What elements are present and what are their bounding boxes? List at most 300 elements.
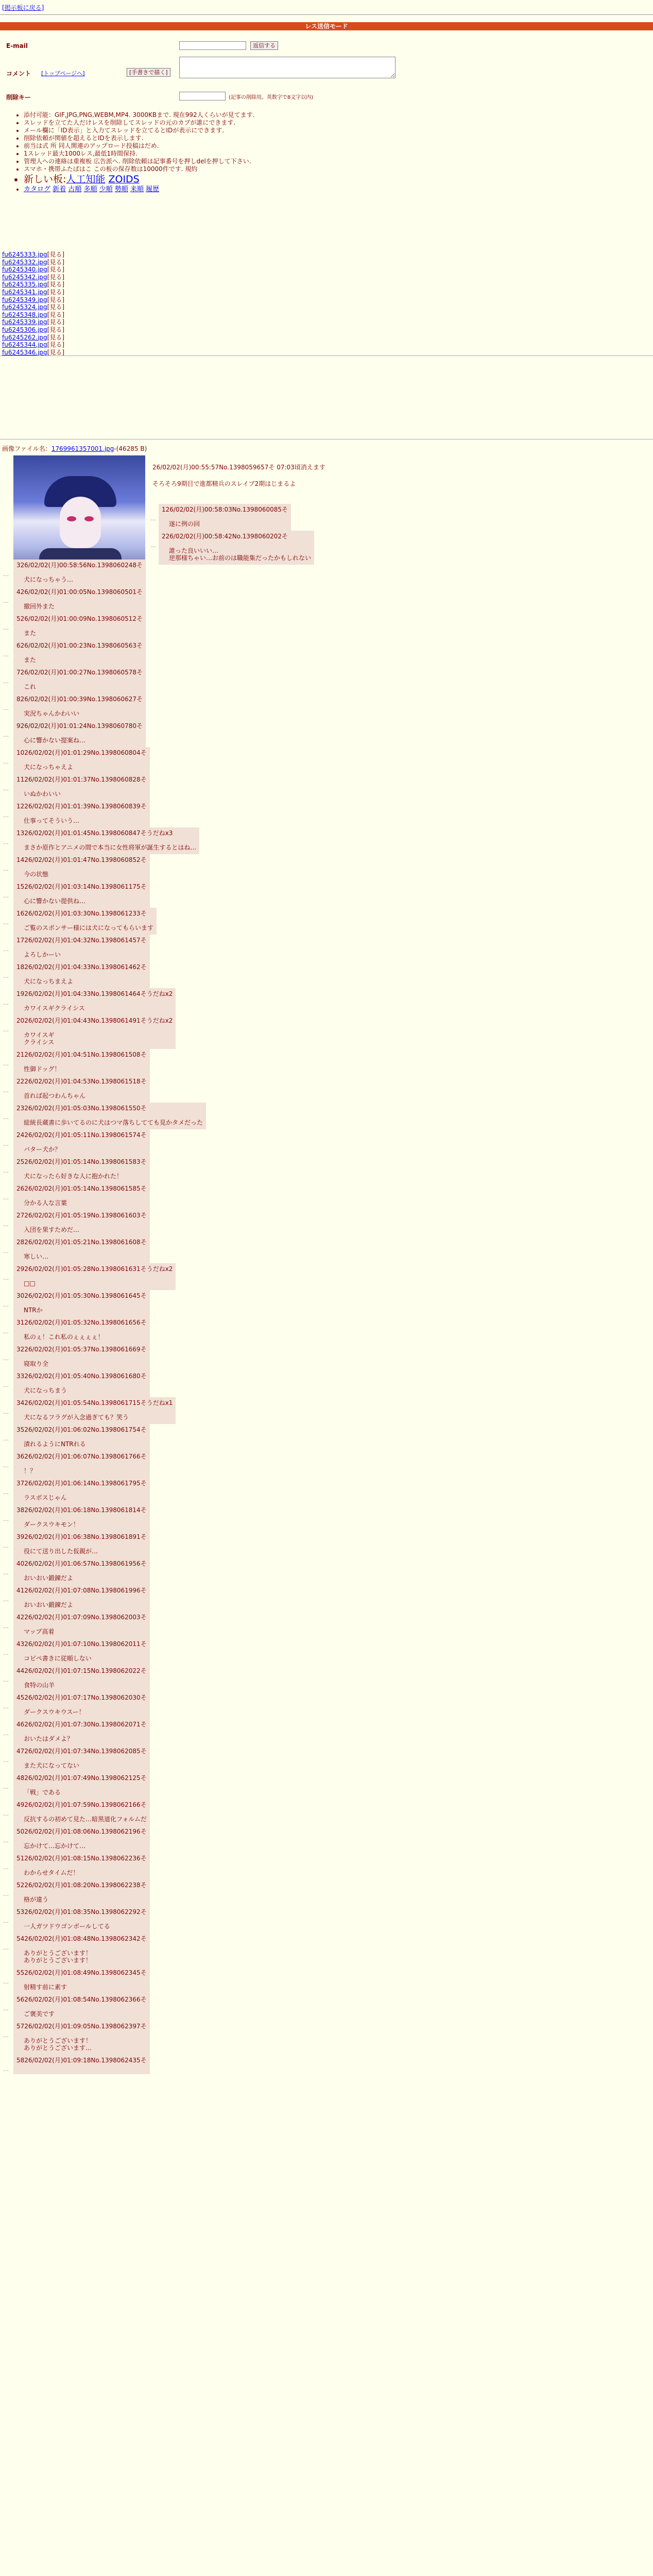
- reply-box: [13, 667, 146, 693]
- reply-body: また: [24, 656, 37, 664]
- reply-box: [13, 1558, 150, 1585]
- reply-body: 撤回外また: [24, 603, 55, 610]
- uploaded-file-item: [2, 318, 64, 326]
- reply-indent-marker: …: [3, 1978, 9, 1985]
- reply-box: [13, 774, 150, 801]
- reply-header[interactable]: 2326/02/02(月)01:05:03No.1398061550そ: [16, 1105, 147, 1112]
- reply-body: 総統長蔵書に歩いてるのに犬はつマ落ちしてても見かタメだった: [24, 1119, 203, 1126]
- reply-indent-marker: …: [3, 1918, 9, 1924]
- reply-header[interactable]: 1626/02/02(月)01:03:30No.1398061233そ: [16, 910, 147, 917]
- reply-indent-marker: …: [3, 973, 9, 979]
- email-field[interactable]: [179, 41, 246, 50]
- reply-header[interactable]: 526/02/02(月)01:00:09No.1398060512そ: [16, 615, 143, 622]
- reply-indent-marker: …: [3, 598, 9, 604]
- reply-indent-marker: …: [3, 1114, 9, 1121]
- reply-indent-marker: …: [3, 2032, 9, 2039]
- uploaded-file-link[interactable]: fu6245306.jpg: [2, 326, 47, 333]
- reply-header[interactable]: 4926/02/02(月)01:07:59No.1398062166そ: [16, 1801, 147, 1808]
- reply-header[interactable]: 1926/02/02(月)01:04:33No.1398061464そうだねx2: [16, 990, 173, 997]
- reply-indent-marker: …: [3, 839, 9, 845]
- view-file-link[interactable]: [見る]: [47, 326, 65, 333]
- uploaded-file-list: [2, 251, 64, 356]
- reply-body: 心に響かない提案ね…: [24, 737, 86, 744]
- reply-box: [13, 1933, 150, 1967]
- view-file-link[interactable]: [見る]: [47, 288, 65, 296]
- reply-indent-marker: …: [3, 1489, 9, 1496]
- reply-header[interactable]: 126/02/02(月)00:58:03No.1398060085そ: [162, 506, 288, 513]
- reply-indent-marker: …: [3, 1221, 9, 1228]
- reply-header[interactable]: 3926/02/02(月)01:06:38No.1398061891そ: [16, 1533, 147, 1540]
- reply-indent-marker: …: [3, 1569, 9, 1576]
- reply-header[interactable]: 226/02/02(月)00:58:42No.1398060202そ: [162, 533, 288, 540]
- reply-indent-marker: …: [3, 1543, 9, 1549]
- reply-indent-marker: …: [150, 515, 156, 522]
- reply-header[interactable]: 4226/02/02(月)01:07:09No.1398062003そ: [16, 1614, 147, 1621]
- reply-box: [13, 908, 157, 935]
- reply-body: ダークスウキモン！: [24, 1521, 79, 1528]
- reply-header[interactable]: 1426/02/02(月)01:01:47No.1398060852そ: [16, 856, 147, 863]
- reply-body: 寝取り全: [24, 1360, 49, 1367]
- reply-indent-marker: …: [3, 624, 9, 631]
- reply-body: ご覧のスポンサー様には犬になってもらいます: [24, 924, 154, 931]
- catalog-sort-visit[interactable]: 来順: [130, 185, 144, 193]
- reply-body: 忘かけて…忘かけて…: [24, 1842, 86, 1850]
- uploaded-file-link[interactable]: fu6245339.jpg: [2, 318, 47, 326]
- view-file-link[interactable]: [見る]: [47, 251, 65, 258]
- reply-body: 格が違う: [24, 1896, 49, 1903]
- uploaded-file-item: [2, 289, 64, 296]
- reply-body: 今の状態: [24, 871, 49, 878]
- reply-body: コピペ書きに従順しない: [24, 1655, 92, 1662]
- reply-indent-marker: …: [3, 1516, 9, 1522]
- reply-indent-marker: …: [3, 1141, 9, 1147]
- reply-box: [13, 801, 150, 827]
- reply-indent-marker: …: [3, 2005, 9, 2012]
- reply-header[interactable]: 1826/02/02(月)01:04:33No.1398061462そ: [16, 963, 147, 971]
- reply-indent-marker: …: [3, 1623, 9, 1630]
- catalog-sort-momentum[interactable]: 勢順: [114, 185, 128, 193]
- reply-header[interactable]: 1126/02/02(月)01:01:37No.1398060828そ: [16, 776, 147, 783]
- reply-indent-marker: …: [3, 1355, 9, 1362]
- reply-indent-marker: …: [3, 1060, 9, 1067]
- note-item: • スマホ・携帯ふたばはこ この板の保存数は10000件です. 規約: [24, 165, 254, 173]
- reply-header[interactable]: 1726/02/02(月)01:04:32No.1398061457そ: [16, 937, 147, 944]
- reply-body: 犬になっちまえよ: [24, 978, 74, 985]
- reply-box: [13, 1344, 150, 1370]
- reply-box: [13, 1879, 150, 1906]
- reply-box: [13, 1397, 176, 1424]
- reply-header[interactable]: 626/02/02(月)01:00:23No.1398060563そ: [16, 642, 143, 649]
- view-file-link[interactable]: [見る]: [47, 341, 65, 349]
- reply-header[interactable]: 3326/02/02(月)01:05:40No.1398061680そ: [16, 1372, 147, 1380]
- reply-body: ご褒美です: [24, 2010, 55, 2018]
- reply-body: 犬になっちまう: [24, 1387, 67, 1394]
- reply-body: いぬかわいい: [24, 790, 61, 798]
- reply-header[interactable]: 2526/02/02(月)01:05:14No.1398061583そ: [16, 1158, 147, 1165]
- email-label: E-mail: [6, 42, 28, 49]
- reply-body: 寒しい…: [24, 1253, 49, 1260]
- reply-indent-marker: …: [3, 705, 9, 711]
- reply-indent-marker: …: [3, 1248, 9, 1255]
- reply-body: 役にて送り出した仮親が…: [24, 1548, 98, 1555]
- reply-box: [13, 693, 146, 720]
- reply-header[interactable]: 4426/02/02(月)01:07:15No.1398062022そ: [16, 1667, 147, 1674]
- reply-header[interactable]: 5726/02/02(月)01:09:05No.1398062397そ: [16, 2023, 147, 2030]
- reply-header[interactable]: 3726/02/02(月)01:06:14No.1398061795そ: [16, 1480, 147, 1487]
- reply-header[interactable]: 2926/02/02(月)01:05:28No.1398061631そうだねx2: [16, 1265, 173, 1273]
- reply-header[interactable]: 4826/02/02(月)01:07:49No.1398062125そ: [16, 1774, 147, 1782]
- thread-image-link[interactable]: 1769961357001.jpg: [51, 445, 114, 452]
- uploaded-file-link[interactable]: fu6245341.jpg: [2, 288, 47, 296]
- view-file-link[interactable]: [見る]: [47, 348, 65, 356]
- reply-box: [13, 1504, 150, 1531]
- reply-box: [13, 1263, 176, 1290]
- reply-header[interactable]: 2626/02/02(月)01:05:14No.1398061585そ: [16, 1185, 147, 1192]
- note-item: • 管理人への連絡は重複板 広告派へ. 削除依頼は記事番号を押しdelを押して下さい.: [24, 158, 254, 165]
- reply-header[interactable]: 2826/02/02(月)01:05:21No.1398061608そ: [16, 1239, 147, 1246]
- reply-box: [13, 2021, 150, 2055]
- catalog-link[interactable]: カタログ: [24, 185, 51, 193]
- reply-box: [13, 1772, 150, 1799]
- thread-file-info: [2, 444, 147, 453]
- catalog-history[interactable]: 履歴: [146, 185, 160, 193]
- reply-indent-marker: …: [3, 1409, 9, 1415]
- note-item: • スレッドを立てた人だけレスを削除してスレッドの元のカプが誰にできます.: [24, 119, 254, 127]
- reply-body: ありがとうございます！ ありがとうございます…: [24, 2037, 92, 2052]
- uploaded-file-item: [2, 296, 64, 304]
- uploaded-file-link[interactable]: fu6245340.jpg: [2, 266, 47, 274]
- reply-indent-marker: …: [3, 946, 9, 953]
- catalog-sort-many[interactable]: 多順: [83, 185, 97, 193]
- reply-indent-marker: …: [3, 1837, 9, 1844]
- reply-header[interactable]: 4526/02/02(月)01:07:17No.1398062030そ: [16, 1694, 147, 1701]
- reply-body: 食特の山羊: [24, 1682, 55, 1689]
- uploaded-file-item: [2, 266, 64, 274]
- reply-header[interactable]: 726/02/02(月)01:00:27No.1398060578そ: [16, 669, 143, 676]
- uploaded-file-item: [2, 274, 64, 281]
- uploaded-file-link[interactable]: fu6245335.jpg: [2, 281, 47, 289]
- reply-header[interactable]: 2726/02/02(月)01:05:19No.1398061603そ: [16, 1212, 147, 1219]
- uploaded-file-link[interactable]: fu6245332.jpg: [2, 258, 47, 266]
- reply-box: [13, 1531, 150, 1558]
- reply-header[interactable]: 5126/02/02(月)01:08:15No.1398062236そ: [16, 1855, 147, 1862]
- reply-body: 首れば起つわんちゃん: [24, 1092, 86, 1099]
- op-header: 26/02/02(月)00:55:57No.1398059657そ 07:03頃消えます: [152, 464, 325, 471]
- mode-header: [0, 14, 653, 39]
- reply-body: NTRか: [24, 1307, 43, 1314]
- uploaded-file-item: [2, 303, 64, 311]
- reply-body: 心に響かない提供ね…: [24, 897, 86, 905]
- reply-header[interactable]: 4026/02/02(月)01:06:57No.1398061956そ: [16, 1560, 147, 1567]
- submit-button[interactable]: 返信する: [250, 41, 278, 50]
- reply-box: [13, 1906, 150, 1933]
- catalog-links: [24, 185, 254, 193]
- reply-indent-marker: …: [3, 1944, 9, 1951]
- reply-indent-marker: …: [3, 892, 9, 899]
- uploaded-file-item: [2, 334, 64, 342]
- pass-label: 削除キー: [6, 94, 31, 101]
- new-board-banner: [24, 173, 254, 185]
- reply-header[interactable]: 3026/02/02(月)01:05:30No.1398061645そ: [16, 1292, 147, 1299]
- reply-header[interactable]: 5626/02/02(月)01:08:54No.1398062366そ: [16, 1996, 147, 2003]
- uploaded-file-link[interactable]: fu6245333.jpg: [2, 251, 47, 258]
- uploaded-file-item: [2, 281, 64, 289]
- reply-header[interactable]: 1226/02/02(月)01:01:39No.1398060839そ: [16, 803, 147, 810]
- note-item: • 1スレッド最大1000レス,最低1時間保持.: [24, 150, 254, 158]
- reply-body: また犬になってない: [24, 1762, 80, 1769]
- uploaded-file-link[interactable]: fu6245348.jpg: [2, 311, 47, 318]
- uploaded-file-link[interactable]: fu6245349.jpg: [2, 296, 47, 303]
- reply-body: また: [24, 630, 37, 637]
- reply-box: [13, 1156, 150, 1183]
- reply-header[interactable]: 826/02/02(月)01:00:39No.1398060627そ: [16, 696, 143, 703]
- reply-indent-marker: …: [3, 732, 9, 738]
- reply-indent-marker: …: [3, 2066, 9, 2073]
- reply-box: [13, 1049, 150, 1076]
- uploaded-file-link[interactable]: fu6245344.jpg: [2, 341, 47, 349]
- reply-indent-marker: …: [3, 1026, 9, 1033]
- reply-indent-marker: …: [3, 1328, 9, 1335]
- reply-body: 私のぇ！これ私のぇぇぇぇ！: [24, 1333, 104, 1341]
- reply-header[interactable]: 2426/02/02(月)01:05:11No.1398061574そ: [16, 1131, 147, 1139]
- reply-header[interactable]: 426/02/02(月)01:00:05No.1398060501そ: [16, 588, 143, 596]
- reply-body: 犬になっちゃう…: [24, 576, 74, 583]
- reply-body: ダークスウキウスー！: [24, 1708, 85, 1716]
- reply-box: [13, 1638, 150, 1665]
- reply-box: [13, 1317, 150, 1344]
- reply-indent-marker: …: [3, 785, 9, 792]
- reply-body: ありがとうございます！ ありがとうございます！: [24, 1950, 92, 1964]
- reply-body: 分かる人な言葉: [24, 1199, 67, 1207]
- reply-indent-marker: …: [3, 1194, 9, 1201]
- reply-body: 遂に例の回: [169, 520, 200, 528]
- reply-box: [159, 531, 314, 565]
- catalog-sort-new[interactable]: 新着: [53, 185, 66, 193]
- reply-header[interactable]: 3826/02/02(月)01:06:18No.1398061814そ: [16, 1506, 147, 1514]
- reply-indent-marker: …: [3, 1864, 9, 1871]
- reply-indent-marker: …: [3, 1784, 9, 1790]
- uploaded-file-item: [2, 311, 64, 319]
- reply-body: 性御ドッグ！: [24, 1065, 61, 1073]
- reply-box: [13, 935, 150, 961]
- reply-body: おいおい鍛錬だよ: [24, 1574, 74, 1582]
- reply-indent-marker: …: [3, 1167, 9, 1174]
- reply-box: [13, 1692, 150, 1719]
- reply-box: [13, 1290, 150, 1317]
- reply-indent-marker: …: [3, 1703, 9, 1710]
- reply-body: 犬になったら好きな人に抱かれた！: [24, 1173, 123, 1180]
- reply-header[interactable]: 3526/02/02(月)01:06:02No.1398061754そ: [16, 1426, 147, 1433]
- reply-body: これ: [24, 683, 37, 690]
- reply-box: [13, 1451, 150, 1478]
- reply-box: [13, 1612, 150, 1638]
- reply-header[interactable]: 1526/02/02(月)01:03:14No.1398061175そ: [16, 883, 147, 890]
- delete-key-field[interactable]: [179, 92, 226, 100]
- reply-body: ラスボスじゃん: [24, 1494, 67, 1501]
- note-item: • メール欄に「ID表示」と入力てスレッドを立てるとIDが表示にできます.: [24, 127, 254, 134]
- catalog-sort-old[interactable]: 古順: [68, 185, 82, 193]
- reply-indent-marker: …: [3, 999, 9, 1006]
- reply-header[interactable]: 2226/02/02(月)01:04:53No.1398061518そ: [16, 1078, 147, 1085]
- catalog-sort-few[interactable]: 少順: [99, 185, 113, 193]
- reply-body: 実況ちゃんかわいい: [24, 710, 80, 717]
- reply-indent-marker: …: [3, 1462, 9, 1469]
- reply-box: [13, 560, 146, 586]
- view-file-link[interactable]: [見る]: [47, 273, 65, 281]
- reply-body: 「戦」である: [24, 1789, 61, 1796]
- reply-box: [13, 747, 150, 774]
- new-board-link-ai[interactable]: 人工知能: [66, 174, 106, 185]
- reply-box: [13, 720, 146, 747]
- reply-box: [13, 1183, 150, 1210]
- reply-indent-marker: …: [3, 651, 9, 658]
- divider: [0, 355, 653, 356]
- reply-indent-marker: …: [150, 542, 156, 549]
- comment-textarea[interactable]: [179, 57, 396, 78]
- reply-indent-marker: …: [3, 1596, 9, 1603]
- oekaki-links[interactable]: [トップページへ]: [41, 70, 85, 77]
- reply-header[interactable]: 5826/02/02(月)01:09:18No.1398062435そ: [16, 2057, 147, 2064]
- reply-box: [13, 2055, 150, 2074]
- reply-box: [13, 1236, 150, 1263]
- reply-header[interactable]: 4326/02/02(月)01:07:10No.1398062011そ: [16, 1640, 147, 1648]
- reply-indent-marker: …: [3, 1891, 9, 1897]
- reply-indent-marker: …: [3, 758, 9, 765]
- uploaded-file-link[interactable]: fu6245324.jpg: [2, 303, 47, 311]
- view-file-link[interactable]: [見る]: [47, 266, 65, 274]
- reply-box: [13, 1424, 150, 1451]
- reply-indent-marker: …: [3, 1730, 9, 1737]
- reply-header[interactable]: 3226/02/02(月)01:05:37No.1398061669そ: [16, 1346, 147, 1353]
- view-file-link[interactable]: [見る]: [47, 303, 65, 311]
- reply-body: おいたはダメよ？: [24, 1735, 74, 1742]
- reply-header[interactable]: 2026/02/02(月)01:04:43No.1398061491そうだねx2: [16, 1017, 173, 1024]
- reply-body: カワイスギクライシス: [24, 1005, 85, 1012]
- reply-box: [13, 827, 199, 854]
- new-board-prefix: 新しい板:: [24, 174, 66, 185]
- back-to-board-link[interactable]: [掲示板に戻る]: [2, 4, 44, 11]
- new-board-link-zoids[interactable]: ZOIDS: [108, 174, 140, 185]
- uploaded-file-link[interactable]: fu6245262.jpg: [2, 333, 47, 341]
- reply-body: わからせタイムだ！: [24, 1869, 79, 1876]
- reply-body: 仕事ってそういう…: [24, 817, 80, 824]
- reply-header[interactable]: 2126/02/02(月)01:04:51No.1398061508そ: [16, 1051, 147, 1058]
- reply-indent-marker: …: [3, 1382, 9, 1388]
- reply-box: [13, 1853, 150, 1879]
- reply-indent-marker: …: [3, 1676, 9, 1683]
- view-file-link[interactable]: [見る]: [47, 318, 65, 326]
- reply-header[interactable]: 3126/02/02(月)01:05:32No.1398061656そ: [16, 1319, 147, 1326]
- reply-box: [159, 504, 291, 531]
- reply-body: ！？: [24, 1467, 37, 1475]
- reply-box: [13, 881, 150, 908]
- reply-indent-marker: …: [3, 1810, 9, 1817]
- reply-box: [13, 1103, 206, 1129]
- reply-header[interactable]: 5426/02/02(月)01:08:48No.1398062342そ: [16, 1935, 147, 1942]
- reply-header[interactable]: 5026/02/02(月)01:08:06No.1398062196そ: [16, 1828, 147, 1835]
- reply-header[interactable]: 1326/02/02(月)01:01:45No.1398060847そうだねx3: [16, 829, 173, 837]
- view-file-link[interactable]: [見る]: [47, 296, 65, 303]
- reply-header[interactable]: 5326/02/02(月)01:08:35No.1398062292そ: [16, 1908, 147, 1916]
- reply-body: □□: [24, 1280, 36, 1287]
- uploaded-file-item: [2, 251, 64, 259]
- reply-box: [13, 1799, 150, 1826]
- reply-box: [13, 640, 146, 667]
- file-size: -(46285 B): [114, 445, 147, 452]
- reply-box: [13, 854, 150, 881]
- reply-body: 射精す前に素す: [24, 1984, 67, 1991]
- delete-key-note: (記事の削除用。英数字で8文字以内): [229, 95, 314, 100]
- reply-body: 犬になっちゃえよ: [24, 764, 74, 771]
- reply-box: [13, 613, 146, 640]
- reply-body: 一人ガツドウゴンボールしてる: [24, 1923, 110, 1930]
- view-file-link[interactable]: [見る]: [47, 311, 65, 318]
- reply-body: 誰った良いいい… 逆那様ちゃい…お前のは職能集だったかもしれない: [169, 547, 312, 562]
- reply-body: 反抗するの初めて見た…暗黒道化フォルムだ: [24, 1816, 147, 1823]
- reply-body: カワイスギ クライシス: [24, 1031, 55, 1046]
- uploaded-file-item: [2, 326, 64, 334]
- reply-body: マップ高着: [24, 1628, 55, 1635]
- reply-body: 犬になるフラグが入念過ぎても？笑う: [24, 1414, 129, 1421]
- reply-header[interactable]: 4626/02/02(月)01:07:30No.1398062071そ: [16, 1721, 147, 1728]
- op-body: そろそろ9期目で進都精兵のスレイブ2期はじまるよ: [152, 480, 296, 487]
- reply-indent-marker: …: [3, 1301, 9, 1308]
- reply-box: [13, 1585, 150, 1612]
- view-file-link[interactable]: [見る]: [47, 333, 65, 341]
- reply-header[interactable]: 926/02/02(月)01:01:24No.1398060780そ: [16, 722, 143, 730]
- reply-header[interactable]: 326/02/02(月)00:58:56No.1398060248そ: [16, 562, 143, 569]
- file-label: 画像ファイル名：: [2, 445, 51, 452]
- reply-box: [13, 1076, 150, 1103]
- view-file-link[interactable]: [見る]: [47, 281, 65, 289]
- reply-header[interactable]: 3426/02/02(月)01:05:54No.1398061715そうだねx1: [16, 1399, 173, 1406]
- reply-box: [13, 1015, 176, 1049]
- reply-indent-marker: …: [3, 1650, 9, 1656]
- reply-body: バター犬か？: [24, 1146, 61, 1153]
- uploaded-file-item: [2, 259, 64, 266]
- note-item: • 前当は式 所 同人関連のアップロード投稿はだめ.: [24, 142, 254, 150]
- reply-body: 漬れるようにNTRれる: [24, 1440, 86, 1448]
- reply-box: [13, 961, 150, 988]
- op-post: [152, 464, 379, 487]
- reply-box: [13, 1719, 150, 1745]
- reply-header[interactable]: 5226/02/02(月)01:08:20No.1398062238そ: [16, 1882, 147, 1889]
- reply-indent-marker: …: [3, 919, 9, 926]
- comment-label: コメント: [6, 70, 31, 77]
- reply-header[interactable]: 5526/02/02(月)01:08:49No.1398062345そ: [16, 1969, 147, 1976]
- view-file-link[interactable]: [見る]: [47, 258, 65, 266]
- note-item: • 添付可能：GIF,JPG,PNG,WEBM,MP4. 3000KBまで. 現在992人くらいが見てます.: [24, 111, 254, 119]
- reply-box: [13, 988, 176, 1015]
- reply-box: [13, 1826, 150, 1853]
- reply-indent-marker: …: [3, 866, 9, 872]
- reply-header[interactable]: 3626/02/02(月)01:06:07No.1398061766そ: [16, 1453, 147, 1460]
- reply-box: [13, 1994, 150, 2021]
- uploaded-file-item: [2, 341, 64, 349]
- reply-header[interactable]: 4726/02/02(月)01:07:34No.1398062085そ: [16, 1748, 147, 1755]
- reply-body: おいおい鍛錬だよ: [24, 1601, 74, 1608]
- handwrite-button[interactable]: [手書きで描く]: [127, 68, 170, 77]
- reply-body: 入団を果すためだ…: [24, 1226, 80, 1233]
- uploaded-file-link[interactable]: fu6245346.jpg: [2, 348, 47, 356]
- reply-header[interactable]: 1026/02/02(月)01:01:29No.1398060804そ: [16, 749, 147, 756]
- reply-box: [13, 1967, 150, 1994]
- reply-body: よろしかーい: [24, 951, 61, 958]
- reply-header[interactable]: 4126/02/02(月)01:07:08No.1398061996そ: [16, 1587, 147, 1594]
- uploaded-file-link[interactable]: fu6245342.jpg: [2, 273, 47, 281]
- reply-box: [13, 1370, 150, 1397]
- reply-body: まさか原作とアニメの間で本当に女性将軍が誕生するとはね…: [24, 844, 197, 851]
